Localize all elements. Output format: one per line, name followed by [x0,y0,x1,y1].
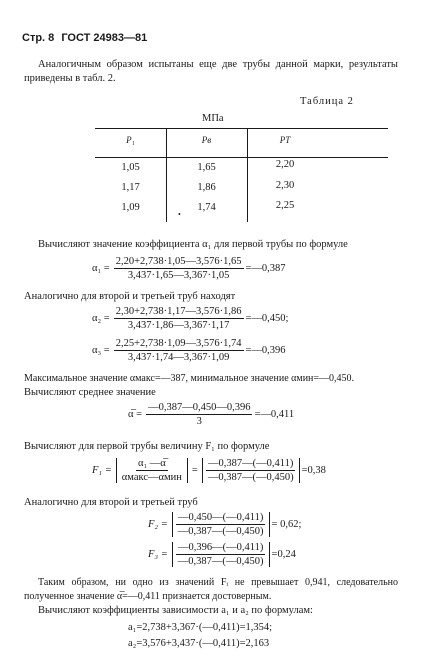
table-cell: 1,74 [197,202,216,213]
eq-lhs: α̅ = [128,409,143,420]
equation-a1: a₁=2,738+3,367·(—0,411)=1,354; [128,622,273,633]
denominator: αмакс—αмин [121,472,182,483]
fraction [114,338,244,363]
eq-rhs: =0,38 [301,465,326,476]
page-header [22,32,147,44]
equation-f1 [92,458,326,483]
numerator: 2,20+2,738·1,05—3,576·1,65 [115,256,242,267]
abs-value [116,458,188,483]
fraction [114,306,244,331]
eq-lhs: F₂ = [148,519,168,530]
paragraph-alpha1: Вычисляют значение коэффициента α₁ для первой трубы по формуле [38,239,348,250]
equation-alpha2 [92,306,288,331]
denominator: 3,437·1,74—3,367·1,09 [127,352,230,363]
paragraph-max-min: Максимальное значение αмакс=—387, минимальное значение αмин=—0,450. [24,373,355,384]
fraction [114,256,244,281]
eq-rhs: =—0,396 [245,345,286,356]
table-cell: 1,65 [197,162,216,173]
table-header-pt: PT [279,135,291,145]
table-cell: 2,30 [275,180,295,191]
abs-value [202,458,300,483]
standard-code: ГОСТ 24983—81 [61,32,148,44]
equation-f2 [148,512,301,537]
denominator: —0,387—(—0,450) [207,472,294,483]
table-cell: 1,17 [121,182,140,193]
table-cell: 2,20 [275,159,295,170]
numerator: —0,387—(—0,411) [208,458,294,469]
paragraph-similar: Аналогично для второй и третьей труб находят [24,291,236,302]
eq-rhs: =—0,411 [254,409,295,420]
numerator: —0,396—(—0,411) [177,542,264,553]
abs-value [172,512,270,537]
fraction [120,458,184,483]
numerator: 2,30+2,738·1,17—3,576·1,86 [115,306,242,317]
paragraph-f2f3: Аналогично для второй и третьей труб [24,497,198,508]
numerator: α₁ —α̅ [137,458,166,469]
numerator: —0,387—0,450—0,396 [148,402,251,413]
eq-lhs: F₃ = [148,549,168,560]
eq-lhs: α₃ = [92,345,110,356]
eq-rhs: = 0,62; [271,519,302,530]
numerator: —0,450—(—0,411) [177,512,264,523]
denominator: 3,437·1,65—3,367·1,05 [127,270,230,281]
intro-paragraph: Аналогичным образом испытаны еще две трубы данной марки, результаты приведены в табл. 2. [24,59,398,84]
denominator: 3,437·1,86—3,367·1,17 [127,320,230,331]
table-header-pv: Pв [201,135,212,145]
paragraph-coefficients: Вычисляют коэффициенты зависимости a₁ и a₂ по формулам: [38,605,313,616]
paragraph-mean: Вычисляют среднее значение [24,387,156,398]
eq-rhs: =—0,450; [245,313,289,324]
paragraph-conclusion: Таким образом, ни одно из значений Fᵢ не превышает 0,941, следовательно полученное значение α̅=—0,411 признается достоверным. [24,577,398,602]
denominator: —0,387—(—0,450) [177,526,264,537]
table-cell: 1,86 [197,182,216,193]
equation-alpha1 [92,256,286,281]
table-header-rule [95,157,388,158]
table-dot-mark: • [178,210,181,219]
fraction [176,542,266,567]
denominator: 3 [196,416,202,427]
eq-lhs: F₁ = [92,465,112,476]
table-cell: 1,09 [121,202,140,213]
abs-value [172,542,270,567]
fraction [146,402,252,427]
eq-rhs: =—0,387 [245,263,286,274]
equation-alpha3 [92,338,286,363]
paragraph-f1: Вычисляют для первой трубы величину F₁ по формуле [24,441,270,452]
eq-rhs: =0,24 [271,549,296,560]
equation-a2: a₂=3,576+3,437·(—0,411)=2,163 [128,638,270,649]
page-number: Стр. 8 [22,32,55,44]
table-cell: 1,05 [121,162,140,173]
denominator: —0,387—(—0,450) [177,556,264,567]
numerator: 2,25+2,738·1,09—3,576·1,74 [115,338,242,349]
table-unit: МПа [202,113,224,124]
fraction [176,512,266,537]
table-header-p1: P₁ [126,135,135,145]
equation-f3 [148,542,296,567]
table-caption: Таблица 2 [300,96,354,107]
equation-mean [128,402,294,427]
eq-lhs: α₂ = [92,313,110,324]
table-cell: 2,25 [275,200,295,211]
fraction [206,458,296,483]
eq-equals: = [191,465,198,476]
table-top-rule [95,128,388,129]
eq-lhs: α₁ = [92,263,110,274]
